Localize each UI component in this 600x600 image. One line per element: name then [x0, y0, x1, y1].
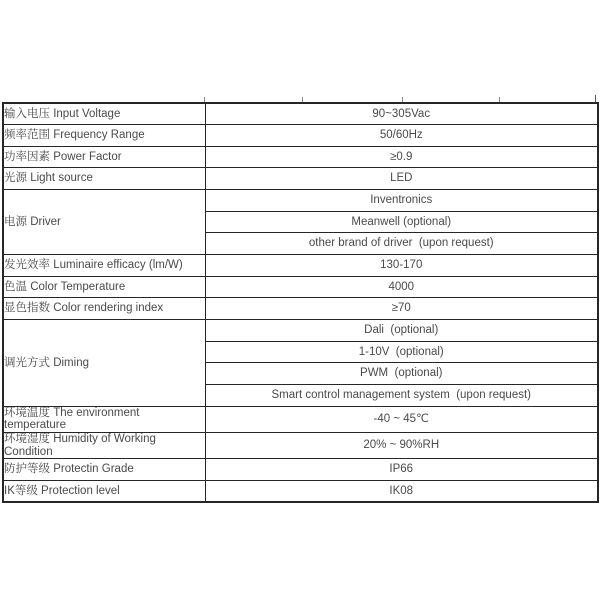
row-value-color-rendering-index: ≥70	[205, 298, 598, 320]
row-value-driver-meanwell: Meanwell (optional)	[205, 211, 598, 233]
row-label-input-voltage: 输入电压 Input Voltage	[3, 103, 205, 125]
table-row	[3, 298, 598, 320]
table-row	[3, 320, 598, 342]
row-value-color-temperature: 4000	[205, 276, 598, 298]
clipped-row-tick	[595, 95, 596, 102]
row-label-driver: 电源 Driver	[3, 190, 205, 255]
table-row	[3, 459, 598, 481]
row-label-luminaire-efficacy: 发光效率 Luminaire efficacy (lm/W)	[3, 255, 205, 277]
row-label-color-rendering-index: 显色指数 Color rendering index	[3, 298, 205, 320]
row-value-power-factor: ≥0.9	[205, 146, 598, 168]
row-label-color-temperature: 色温 Color Temperature	[3, 276, 205, 298]
table-row	[3, 190, 598, 212]
table-row	[3, 480, 598, 502]
row-value-environment-temperature: -40 ~ 45℃	[205, 406, 598, 432]
specification-table	[2, 102, 599, 503]
row-label-frequency-range: 频率范围 Frequency Range	[3, 125, 205, 147]
row-label-power-factor: 功率因素 Power Factor	[3, 146, 205, 168]
row-value-luminaire-efficacy: 130-170	[205, 255, 598, 277]
table-row	[3, 432, 598, 458]
table-row	[3, 125, 598, 147]
row-value-driver-other-brand: other brand of driver (upon request)	[205, 233, 598, 255]
row-value-working-humidity: 20% ~ 90%RH	[205, 432, 598, 458]
row-value-frequency-range: 50/60Hz	[205, 125, 598, 147]
row-label-environment-temperature: 环境温度 The environment temperature	[3, 406, 205, 432]
row-value-driver-inventronics: Inventronics	[205, 190, 598, 212]
row-value-dimming-smart-control: Smart control management system (upon request)	[205, 385, 598, 407]
row-label-working-humidity: 环境湿度 Humidity of Working Condition	[3, 432, 205, 458]
table-row	[3, 276, 598, 298]
table-row	[3, 406, 598, 432]
table-row	[3, 255, 598, 277]
row-value-input-voltage: 90~305Vac	[205, 103, 598, 125]
row-value-light-source: LED	[205, 168, 598, 190]
row-label-ik-level: IK等级 Protection level	[3, 480, 205, 502]
row-label-protection-grade: 防护等级 Protectin Grade	[3, 459, 205, 481]
row-value-dimming-dali: Dali (optional)	[205, 320, 598, 342]
table-row	[3, 103, 598, 125]
row-value-ik-level: IK08	[205, 480, 598, 502]
row-value-protection-grade: IP66	[205, 459, 598, 481]
row-label-dimming: 调光方式 Diming	[3, 320, 205, 407]
row-value-dimming-pwm: PWM (optional)	[205, 363, 598, 385]
row-value-dimming-1-10v: 1-10V (optional)	[205, 341, 598, 363]
table-row	[3, 146, 598, 168]
row-label-light-source: 光源 Light source	[3, 168, 205, 190]
table-row	[3, 168, 598, 190]
